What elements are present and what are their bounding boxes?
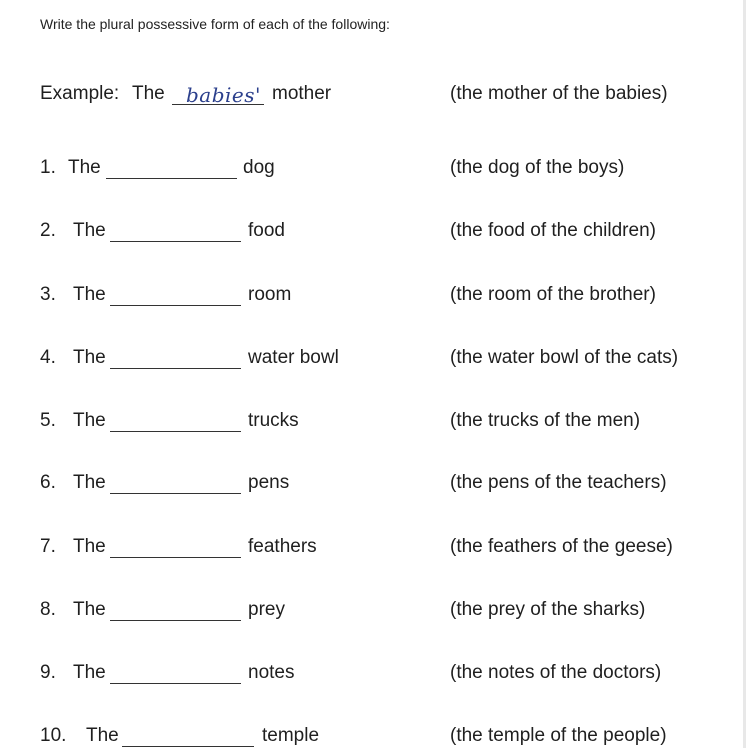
example-noun: mother <box>272 83 332 104</box>
item-the: The <box>86 725 119 746</box>
item-paraphrase: (the notes of the doctors) <box>450 662 662 683</box>
item-number: 8. <box>40 599 56 620</box>
item-paraphrase: (the room of the brother) <box>450 284 656 305</box>
item-noun: feathers <box>248 536 317 557</box>
answer-blank[interactable] <box>110 493 241 494</box>
item-noun: food <box>248 220 285 241</box>
list-item <box>0 599 746 629</box>
item-noun: water bowl <box>248 347 339 368</box>
item-number: 9. <box>40 662 56 683</box>
item-the: The <box>73 536 106 557</box>
list-item <box>0 410 746 440</box>
item-paraphrase: (the temple of the people) <box>450 725 667 746</box>
example-row <box>0 83 746 113</box>
item-number: 6. <box>40 472 56 493</box>
item-number: 7. <box>40 536 56 557</box>
item-paraphrase: (the trucks of the men) <box>450 410 641 431</box>
item-the: The <box>73 284 106 305</box>
item-paraphrase: (the dog of the boys) <box>450 157 625 178</box>
list-item <box>0 725 746 755</box>
answer-blank[interactable] <box>110 620 241 621</box>
example-paraphrase: (the mother of the babies) <box>450 83 668 104</box>
example-label: Example: <box>40 83 120 104</box>
item-noun: prey <box>248 599 285 620</box>
list-item <box>0 472 746 502</box>
item-the: The <box>73 410 106 431</box>
item-the: The <box>68 157 101 178</box>
example-answer: babies' <box>186 83 262 107</box>
answer-blank[interactable] <box>110 368 241 369</box>
item-noun: trucks <box>248 410 299 431</box>
answer-blank[interactable] <box>110 431 241 432</box>
answer-blank[interactable] <box>110 683 241 684</box>
item-paraphrase: (the pens of the teachers) <box>450 472 667 493</box>
item-noun: temple <box>262 725 320 746</box>
item-number: 2. <box>40 220 56 241</box>
answer-blank[interactable] <box>110 241 241 242</box>
example-the: The <box>132 83 165 104</box>
item-the: The <box>73 220 106 241</box>
list-item <box>0 220 746 250</box>
item-the: The <box>73 599 106 620</box>
item-paraphrase: (the food of the children) <box>450 220 656 241</box>
item-paraphrase: (the prey of the sharks) <box>450 599 646 620</box>
item-number: 5. <box>40 410 56 431</box>
item-the: The <box>73 472 106 493</box>
answer-blank[interactable] <box>122 746 254 747</box>
list-item <box>0 347 746 377</box>
answer-blank[interactable] <box>110 557 241 558</box>
item-number: 10. <box>40 725 67 746</box>
list-item <box>0 662 746 692</box>
answer-blank[interactable] <box>106 178 237 179</box>
list-item <box>0 157 746 187</box>
item-the: The <box>73 347 106 368</box>
item-number: 4. <box>40 347 56 368</box>
list-item <box>0 284 746 314</box>
instructions: Write the plural possessive form of each of the following: <box>40 16 390 32</box>
item-paraphrase: (the water bowl of the cats) <box>450 347 679 368</box>
item-the: The <box>73 662 106 683</box>
item-number: 3. <box>40 284 56 305</box>
list-item <box>0 536 746 566</box>
item-paraphrase: (the feathers of the geese) <box>450 536 673 557</box>
item-number: 1. <box>40 157 56 178</box>
item-noun: pens <box>248 472 290 493</box>
item-noun: notes <box>248 662 295 683</box>
item-noun: room <box>248 284 292 305</box>
item-noun: dog <box>243 157 275 178</box>
answer-blank[interactable] <box>110 305 241 306</box>
